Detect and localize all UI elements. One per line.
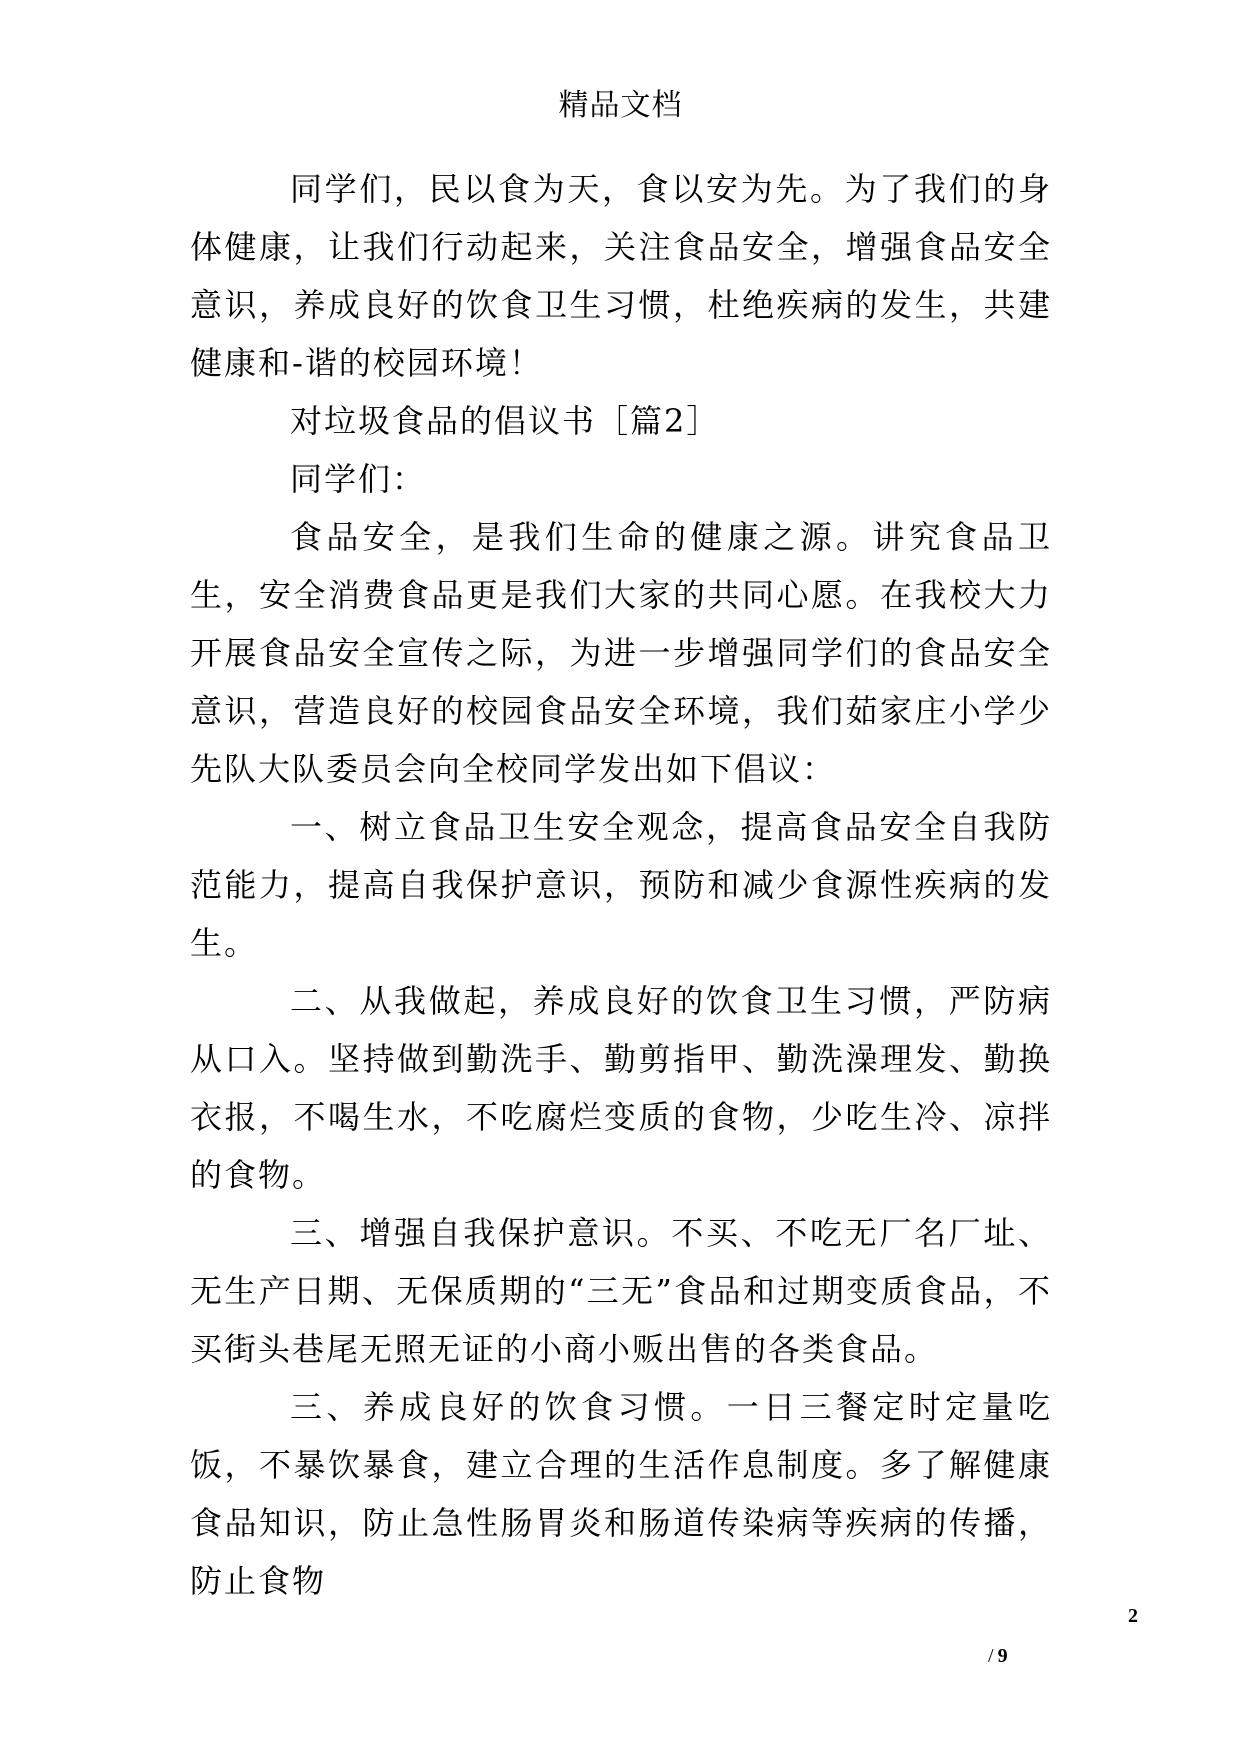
page-number: 2 xyxy=(1128,1605,1138,1627)
paragraph-intro: 食品安全，是我们生命的健康之源。讲究食品卫生，安全消费食品更是我们大家的共同心愿。在我校大力开展食品安全宣传之际，为进一步增强同学们的食品安全意识，营造良好的校园食品安全环境，我们茹家庄小学少先队大队委员会向全校同学发出如下倡议： xyxy=(190,518,1052,788)
paragraph-item-2: 二、从我做起，养成良好的饮食卫生习惯，严防病从口入。坚持做到勤洗手、勤剪指甲、勤洗澡理发、勤换衣报，不喝生水，不吃腐烂变质的食物，少吃生冷、凉拌的食物。 xyxy=(190,982,1052,1194)
document-header-title: 精品文档 xyxy=(558,88,683,123)
document-body xyxy=(190,160,1052,1610)
page-separator: / xyxy=(988,1645,994,1667)
paragraph-item-3: 三、增强自我保护意识。不买、不吃无厂名厂址、无生产日期、无保质期的“三无”食品和过期变质食品，不买街头巷尾无照无证的小商小贩出售的各类食品。 xyxy=(190,1214,1052,1368)
section-heading: 对垃圾食品的倡议书［篇2］ xyxy=(290,402,721,440)
total-pages: 9 xyxy=(997,1645,1008,1667)
paragraph-item-1: 一、树立食品卫生安全观念，提高食品安全自我防范能力，提高自我保护意识，预防和减少食源性疾病的发生。 xyxy=(190,808,1052,962)
paragraph-closing-appeal: 同学们，民以食为天，食以安为先。为了我们的身体健康，让我们行动起来，关注食品安全，增强食品安全意识，养成良好的饮食卫生习惯，杜绝疾病的发生，共建健康和-谐的校园环境！ xyxy=(190,170,1052,382)
paragraph-item-4: 三、养成良好的饮食习惯。一日三餐定时定量吃饭，不暴饮暴食，建立合理的生活作息制度。多了解健康食品知识，防止急性肠胃炎和肠道传染病等疾病的传播，防止食物 xyxy=(190,1388,1052,1600)
salutation: 同学们： xyxy=(290,460,427,498)
page-total xyxy=(988,1644,1008,1668)
